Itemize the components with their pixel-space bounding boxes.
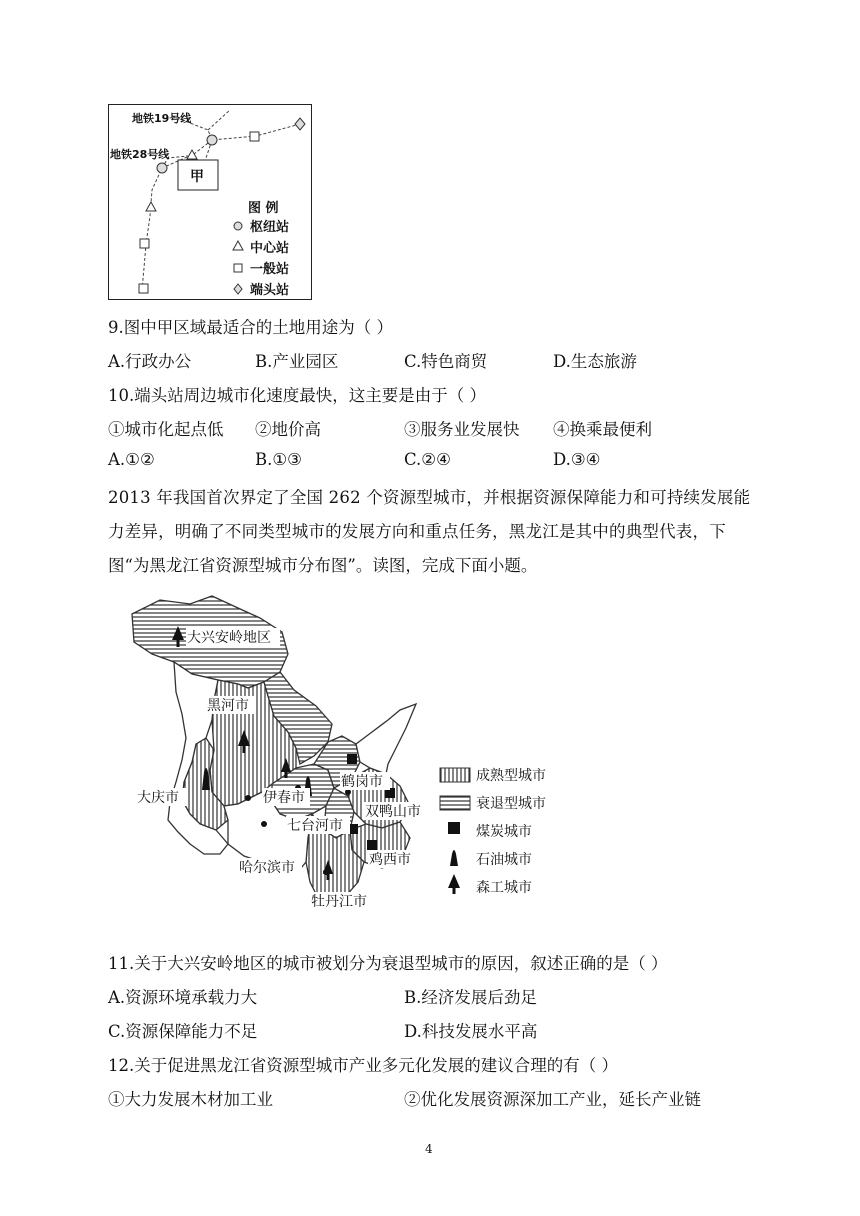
- q10-option-a: A.①②: [108, 450, 155, 469]
- q11-stem: 11.关于大兴安岭地区的城市被划分为衰退型城市的原因，叙述正确的是（ ）: [108, 954, 668, 973]
- vertical-hatch-icon: [440, 768, 470, 782]
- passage-line-3: 图“为黑龙江省资源型城市分布图”。读图，完成下面小题。: [108, 556, 538, 575]
- hub-station-marker: [157, 163, 167, 173]
- q10-item-4: ④换乘最便利: [553, 420, 652, 439]
- q12-item-1: ①大力发展木材加工业: [108, 1090, 273, 1109]
- legend-forest-label: 森工城市: [476, 880, 532, 896]
- q9-option-a: A.行政办公: [108, 352, 192, 371]
- q10-item-3: ③服务业发展快: [404, 420, 520, 439]
- q9-stem: 9.图中甲区域最适合的土地用途为（ ）: [108, 318, 393, 337]
- general-station-marker: [140, 239, 149, 248]
- legend-general-label: 一般站: [250, 262, 290, 277]
- square-general-icon: [234, 264, 242, 272]
- city-dot: [245, 795, 251, 801]
- q10-option-b: B.①③: [255, 450, 302, 469]
- circle-hub-icon: [234, 222, 242, 230]
- line19-label: 地铁19号线: [132, 112, 192, 125]
- coal-icon: [448, 822, 460, 834]
- legend-mature-label: 成熟型城市: [476, 768, 546, 784]
- hub-station-marker: [207, 135, 217, 145]
- page-number: 4: [425, 1142, 433, 1156]
- horizontal-hatch-icon: [440, 796, 470, 810]
- coal-icon: [367, 840, 377, 850]
- heilongjiang-resource-city-map: [120, 592, 560, 922]
- q10-option-c: C.②④: [404, 450, 451, 469]
- q10-item-1: ①城市化起点低: [108, 420, 224, 439]
- city-dot: [323, 869, 329, 875]
- label-qitaihe: 七台河市: [287, 818, 343, 834]
- q10-option-d: D.③④: [553, 450, 601, 469]
- legend-hub-label: 枢纽站: [250, 220, 290, 235]
- general-station-marker: [250, 132, 259, 141]
- oil-icon: [450, 850, 458, 866]
- passage-line-1: 2013 年我国首次界定了全国 262 个资源型城市，并根据资源保障能力和可持续发展能: [108, 488, 751, 507]
- label-shuangyashan: 双鸭山市: [365, 804, 421, 820]
- q10-item-2: ②地价高: [255, 420, 321, 439]
- coal-icon: [347, 754, 357, 764]
- q10-stem: 10.端头站周边城市化速度最快，这主要是由于（ ）: [108, 386, 486, 405]
- label-hegang: 鹤岗市: [341, 774, 383, 790]
- q9-option-b: B.产业园区: [255, 352, 339, 371]
- label-mudanjiang: 牡丹江市: [311, 894, 367, 910]
- general-station-marker: [139, 284, 148, 293]
- label-daqing: 大庆市: [137, 790, 179, 806]
- legend-center-label: 中心站: [250, 241, 290, 256]
- zone-jia-label: 甲: [190, 169, 204, 185]
- label-yichun: 伊春市: [263, 790, 305, 806]
- metro-legend-title: 图 例: [248, 201, 279, 216]
- forest-icon: [448, 874, 460, 894]
- city-dot: [261, 821, 267, 827]
- label-harbin: 哈尔滨市: [239, 860, 295, 876]
- legend-terminal-label: 端头站: [250, 283, 290, 298]
- q12-item-2: ②优化发展资源深加工产业，延长产业链: [404, 1090, 701, 1109]
- legend-oil-label: 石油城市: [476, 852, 532, 868]
- label-jixi: 鸡西市: [369, 852, 411, 868]
- region-east-tip: [356, 704, 416, 774]
- q11-option-c: C.资源保障能力不足: [108, 1022, 258, 1041]
- line28-label: 地铁28号线: [110, 148, 170, 161]
- passage-line-2: 力差异，明确了不同类型城市的发展方向和重点任务，黑龙江是其中的典型代表，下: [108, 522, 726, 541]
- label-heihe: 黑河市: [207, 698, 249, 714]
- label-daxinganling: 大兴安岭地区: [187, 630, 271, 646]
- legend-declining-label: 衰退型城市: [476, 796, 546, 812]
- q11-option-d: D.科技发展水平高: [404, 1022, 538, 1041]
- metro-map-figure: [108, 104, 312, 300]
- q9-option-c: C.特色商贸: [404, 352, 488, 371]
- q9-option-d: D.生态旅游: [553, 352, 637, 371]
- q12-stem: 12.关于促进黑龙江省资源型城市产业多元化发展的建议合理的有（ ）: [108, 1056, 618, 1075]
- q11-option-a: A.资源环境承载力大: [108, 988, 258, 1007]
- legend-coal-label: 煤炭城市: [476, 824, 532, 840]
- q11-option-b: B.经济发展后劲足: [404, 988, 537, 1007]
